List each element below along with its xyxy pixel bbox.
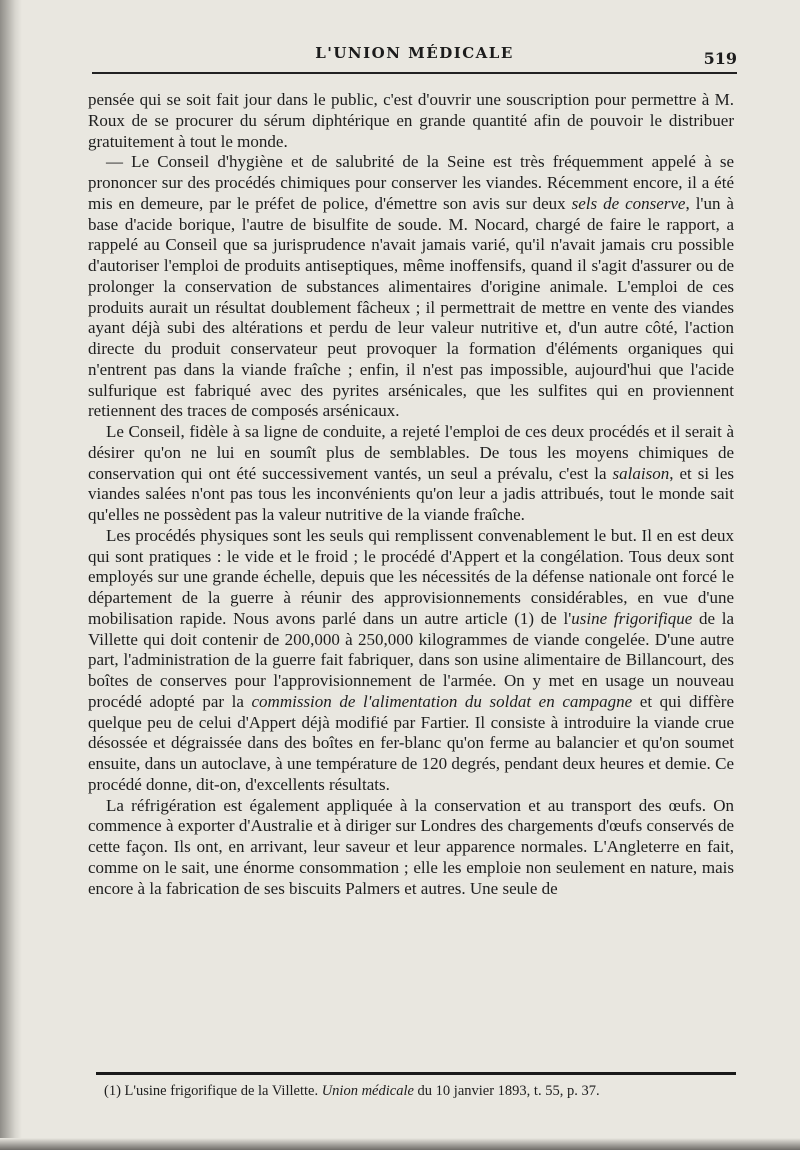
paragraph-5 bbox=[88, 796, 734, 900]
header-rule bbox=[92, 72, 737, 74]
page-header bbox=[92, 44, 737, 70]
page-number: 519 bbox=[703, 49, 737, 68]
paragraph-4 bbox=[88, 526, 734, 796]
italic-text: usine frigorifique bbox=[571, 608, 693, 628]
paragraph-3 bbox=[88, 422, 734, 526]
italic-text: salaison bbox=[612, 463, 670, 483]
footnote bbox=[104, 1082, 736, 1100]
italic-text: sels de conserve bbox=[571, 193, 686, 213]
footnote-text: du 10 janvier 1893, t. 55, p. 37. bbox=[413, 1083, 600, 1099]
paragraph-text: et qui diffère quelque peu de celui d'Appert déjà modifié par Fartier. Il consiste à introduire la viande crue désossée et dégraissée dans des boîtes en fer-blanc qu'on ferme au balancier et qu'on soumet ensuite, dans un autoclave, à une température de 120 degrés, pendant deux heures et demie. Ce procédé donne, dit-on, d'excellents résultats. bbox=[88, 691, 734, 794]
footnote-text: (1) L'usine frigorifique de la Villette. bbox=[104, 1083, 322, 1099]
italic-text: commission de l'alimentation du soldat en campagne bbox=[251, 691, 633, 711]
footnote-italic: Union médicale bbox=[321, 1083, 414, 1099]
paragraph-text: de la Villette qui doit contenir de 200,000 à 250,000 kilogrammes de viande congelée. D'une autre part, l'administration de la guerre fait fabriquer, dans son usine alimentaire de Billancourt, des boîtes de conserves pour l'approvisionnement de l'armée. On y met en usage un nouveau procédé adopté par la bbox=[88, 608, 734, 711]
paragraph-2 bbox=[88, 152, 734, 422]
paragraph-text: pensée qui se soit fait jour dans le public, c'est d'ouvrir une souscription pour permettre à M. Roux de se procurer du sérum diphtérique en grande quantité afin de pouvoir le distribuer gratuitement à tout le monde. bbox=[88, 90, 734, 151]
running-title: L'UNION MÉDICALE bbox=[315, 44, 514, 62]
paragraph-text: , l'un à base d'acide borique, l'autre de bisulfite de soude. M. Nocard, chargé de faire le rapport, a rappelé au Conseil que sa jurisprudence n'avait jamais varié, qu'il n'avait jamais cru possible d'autoriser l'emploi de produits antiseptiques, même inoffensifs, quand il s'agit d'assurer ou de prolonger la conservation de substances alimentaires d'origine animale. L'emploi de ces produits aurait un résultat doublement fâcheux ; il permettrait de mettre en vente des viandes ayant déjà subi des altérations et perdu de leur valeur nutritive et, d'un autre côté, l'action directe du produit conservateur peut provoquer la formation d'éléments organiques qui n'entrent pas dans la viande fraîche ; enfin, il n'est pas impossible, aujourd'hui que l'acide sulfurique est fabriqué avec des pyrites arsénicales, que les sulfites qui en proviennent retiennent des traces de composés arsénicaux. bbox=[88, 193, 734, 421]
paragraph-text: Le Conseil, fidèle à sa ligne de conduite, a rejeté l'emploi de ces deux procédés et il serait à désirer qu'on ne lui en soumît plus de semblables. De tous les moyens chimiques de conservation qui ont été successivement vantés, un seul a prévalu, c'est la bbox=[88, 422, 734, 483]
article-body bbox=[88, 90, 734, 899]
page-gutter-shadow bbox=[0, 0, 22, 1150]
paragraph-text: — Le Conseil d'hygiène et de salubrité de la Seine est très fréquemment appelé à se prononcer sur des procédés chimiques pour conserver les viandes. Récemment encore, il a été mis en demeure, par le préfet de police, d'émettre son avis sur deux bbox=[88, 152, 734, 213]
paragraph-text: La réfrigération est également appliquée à la conservation et au transport des œufs. On commence à exporter d'Australie et à diriger sur Londres des chargements d'œufs conservés de cette façon. Ils ont, en arrivant, leur saveur et leur apparence normales. L'Angleterre en fait, comme on le sait, une énorme consommation ; elle les emploie non seulement en nature, mais encore à la fabrication de ses biscuits Palmers et autres. Une seule de bbox=[88, 795, 734, 898]
paragraph-text: , et si les viandes salées n'ont pas tous les inconvénients qu'on leur a jadis attribués, tout le monde sait qu'elles ne possèdent pas la valeur nutritive de la viande fraîche. bbox=[88, 463, 734, 524]
paragraph-1 bbox=[88, 90, 734, 152]
footnote-rule bbox=[96, 1072, 736, 1075]
paragraph-text: Les procédés physiques sont les seuls qui remplissent convenablement le but. Il en est deux qui sont pratiques : le vide et le froid ; le procédé d'Appert et la congélation. Tous deux sont employés sur une grande échelle, depuis que les nécessités de la défense nationale ont forcé le département de la guerre à réunir des approvisionnements considérables, en vue d'une mobilisation rapide. Nous avons parlé dans un autre article (1) de l' bbox=[88, 525, 734, 628]
page-bottom-shadow bbox=[0, 1138, 800, 1150]
